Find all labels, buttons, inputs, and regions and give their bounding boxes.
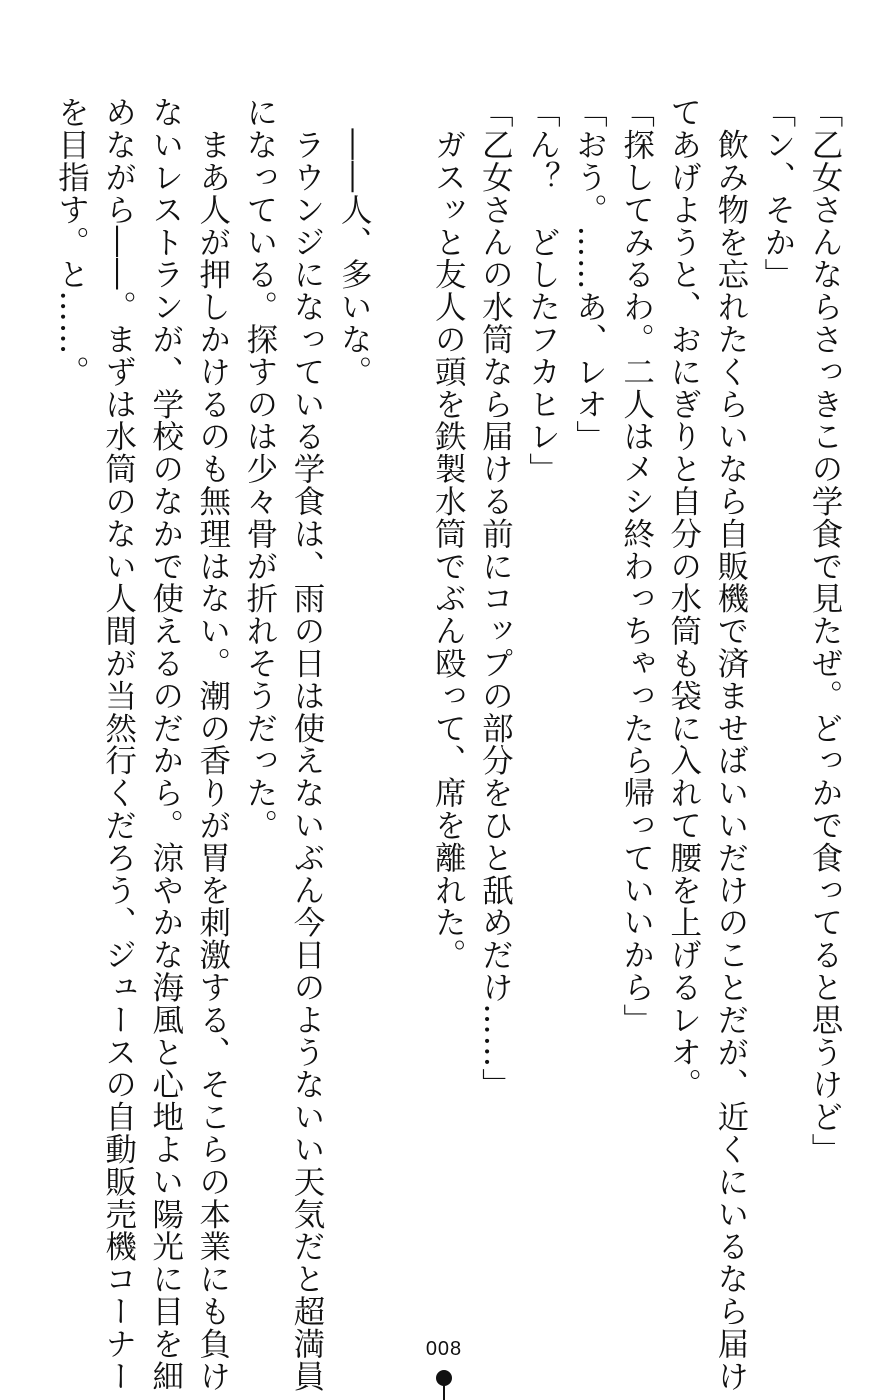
text-line: 「乙女さんの水筒なら届ける前にコップの部分をひと舐めだけ……」 <box>477 96 514 1101</box>
text-line: ――人、多いな。 <box>336 96 373 388</box>
text-line: ないレストランが、学校のなかで使えるのだから。涼やかな海風と心地よい陽光に目を細 <box>147 96 184 1392</box>
text-line: 「ん？ どしたフカヒレ」 <box>524 96 561 485</box>
text-line: めながら――。まずは水筒のない人間が当然行くだろう、ジュースの自動販売機コーナー <box>100 96 137 1392</box>
text-line: 「探してみるわ。二人はメシ終わっちゃったら帰っていいから」 <box>618 96 655 1036</box>
text-line: てあげようと、おにぎりと自分の水筒も袋に入れて腰を上げるレオ。 <box>665 96 702 1101</box>
text-line: を目指す。と……。 <box>53 96 90 388</box>
text-line: ガスッと友人の頭を鉄製水筒でぶん殴って、席を離れた。 <box>430 96 467 971</box>
page-number: 008 <box>425 1338 463 1360</box>
page-marker-icon <box>436 1370 452 1400</box>
text-line: まあ人が押しかけるのも無理はない。潮の香りが胃を刺激する、そこらの本業にも負け <box>194 96 231 1392</box>
text-line: 「ン、そか」 <box>759 96 796 291</box>
blank-line <box>377 96 424 1326</box>
marker-stem <box>443 1382 445 1400</box>
text-line: ラウンジになっている学食は、雨の日は使えないぶん今日のようないい天気だと超満員 <box>288 96 325 1392</box>
text-line: 飲み物を忘れたくらいなら自販機で済ませばいいだけのことだが、近くにいるなら届け <box>712 96 749 1392</box>
text-line: になっている。探すのは少々骨が折れそうだった。 <box>241 96 278 842</box>
text-line: 「おう。……あ、レオ」 <box>571 96 608 453</box>
text-line: 「乙女さんならさっきこの学食で見たぜ。どっかで食ってると思うけど」 <box>807 96 843 1166</box>
